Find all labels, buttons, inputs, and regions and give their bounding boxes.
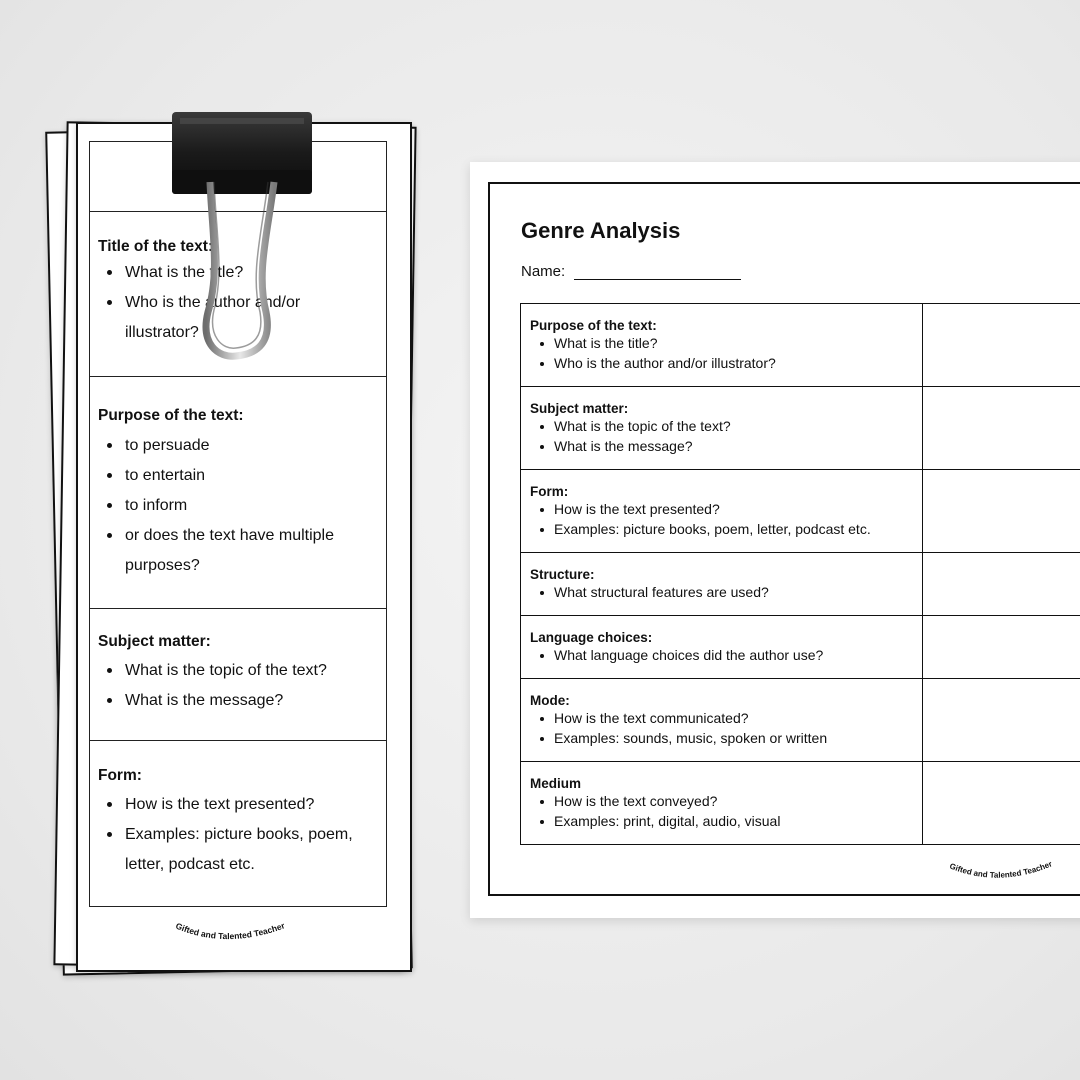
logo-text: Gifted and Talented Teacher (174, 920, 287, 942)
svg-text:Gifted and Talented Teacher (174, 920, 286, 941)
worksheet-logo (945, 858, 1065, 892)
list-item: to entertain (98, 461, 386, 491)
row-prompt (521, 553, 1080, 603)
list-item: What language choices did the author use? (530, 646, 1080, 666)
row-list (530, 646, 1080, 666)
row-prompt (521, 679, 1080, 748)
list-item: Examples: picture books, poem, letter, podcast etc. (530, 520, 1080, 540)
table-row (521, 304, 1080, 387)
row-list (530, 417, 1080, 456)
list-item: or does the text have multiple (98, 521, 386, 551)
svg-text:Gifted and Talented Teacher (948, 859, 1053, 879)
row-heading: Medium (530, 776, 582, 791)
row-heading: Mode: (530, 693, 570, 708)
list-item: How is the text communicated? (530, 709, 1080, 729)
row-list (530, 792, 1080, 831)
row-prompt (521, 616, 1080, 666)
bookmark-logo (170, 918, 300, 954)
list-item: Examples: picture books, poem, (98, 820, 386, 850)
row-prompt (521, 470, 1080, 539)
section-heading: Subject matter: (98, 633, 211, 650)
section-heading: Purpose of the text: (98, 407, 244, 424)
list-item: How is the text conveyed? (530, 792, 1080, 812)
row-list (530, 583, 1080, 603)
list-item-text: illustrator? (125, 324, 199, 341)
list-item: What is the title? (98, 258, 386, 288)
bookmark-list (98, 790, 386, 880)
row-heading: Purpose of the text: (530, 318, 657, 333)
bookmark-section-subject (90, 608, 386, 741)
list-item-text: purposes? (125, 557, 200, 574)
logo-text: Gifted and Talented Teacher (948, 859, 1054, 880)
list-item: How is the text presented? (530, 500, 1080, 520)
table-row (521, 762, 1080, 845)
list-item: How is the text presented? (98, 790, 386, 820)
list-item: What structural features are used? (530, 583, 1080, 603)
row-list (530, 709, 1080, 748)
binder-clip-icon (170, 112, 314, 362)
table-row (521, 470, 1080, 553)
bookmark-list (98, 656, 386, 716)
row-prompt (521, 304, 1080, 373)
section-heading: Title of the text: (98, 238, 214, 255)
list-item: What is the topic of the text? (530, 417, 1080, 437)
bookmark-section-purpose (90, 376, 386, 609)
name-field[interactable] (574, 279, 741, 280)
list-item: What is the message? (98, 686, 386, 716)
table-row (521, 387, 1080, 470)
list-item: Examples: print, digital, audio, visual (530, 812, 1080, 832)
list-item: to inform (98, 491, 386, 521)
analysis-table (520, 303, 1080, 845)
row-list (530, 334, 1080, 373)
list-item: Who is the author and/or illustrator? (530, 354, 1080, 374)
list-item: What is the topic of the text? (98, 656, 386, 686)
section-heading: Form: (98, 767, 142, 784)
list-item: What is the title? (530, 334, 1080, 354)
row-prompt (521, 762, 1080, 831)
list-item: What is the message? (530, 437, 1080, 457)
list-item: Examples: sounds, music, spoken or written (530, 729, 1080, 749)
list-item: Who is the author and/or (98, 288, 386, 318)
name-label: Name: (521, 263, 566, 280)
page-title: Genre Analysis (521, 218, 681, 243)
list-item-text: letter, podcast etc. (125, 856, 255, 873)
row-heading: Subject matter: (530, 401, 629, 416)
row-prompt (521, 387, 1080, 456)
table-row (521, 616, 1080, 679)
row-heading: Structure: (530, 567, 595, 582)
list-item-continuation (98, 551, 386, 581)
row-list (530, 500, 1080, 539)
table-row (521, 679, 1080, 762)
list-item-continuation (98, 850, 386, 880)
list-item: to persuade (98, 431, 386, 461)
row-heading: Form: (530, 484, 569, 499)
table-row (521, 553, 1080, 616)
row-heading: Language choices: (530, 630, 653, 645)
bookmark-list (98, 431, 386, 581)
bookmark-section-form (90, 740, 386, 906)
